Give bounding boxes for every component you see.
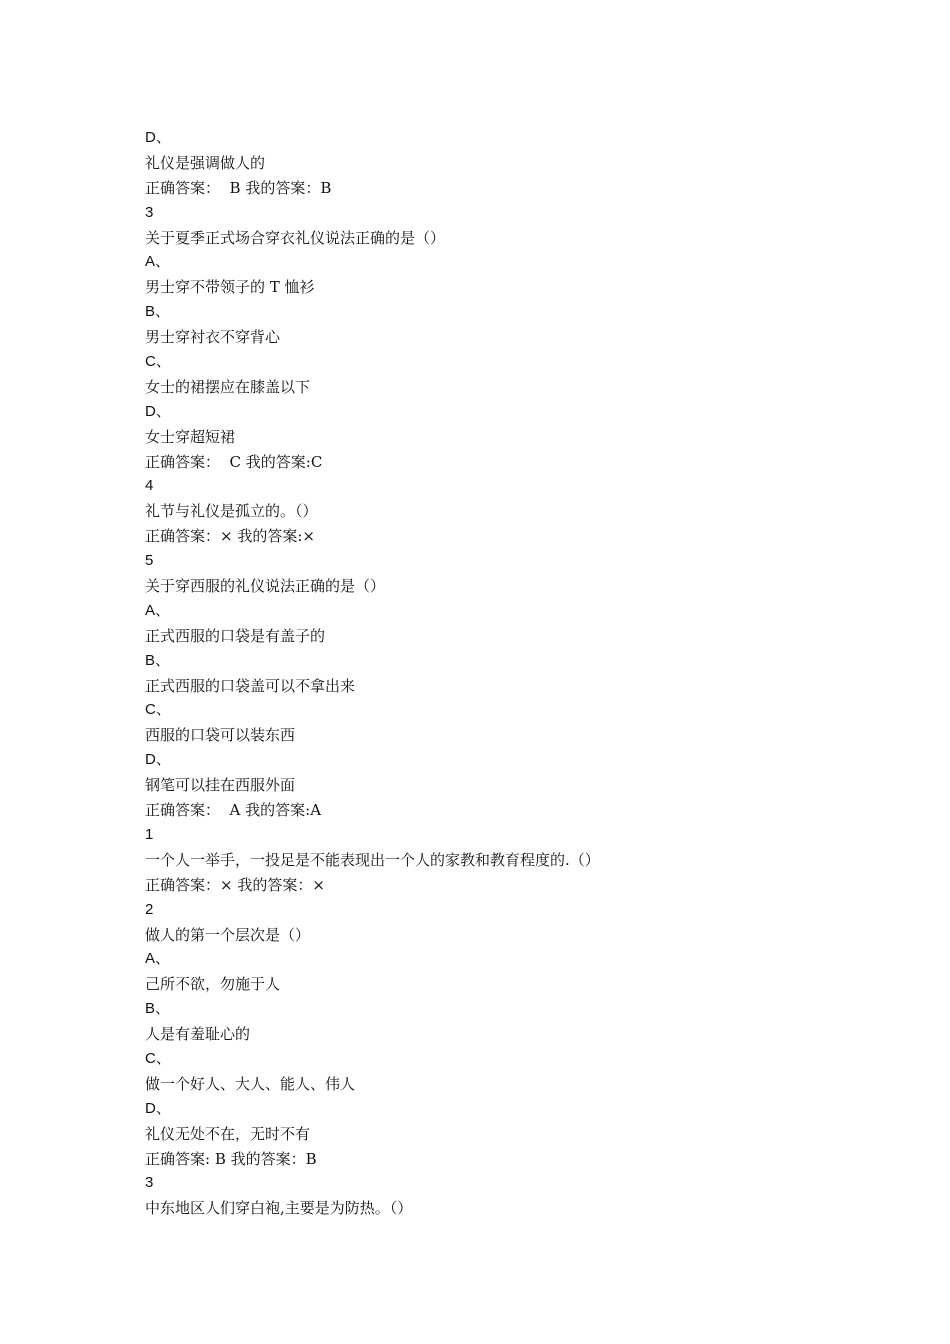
text-line: 3 — [145, 203, 154, 221]
text-line: 正式西服的口袋盖可以不拿出来 — [145, 676, 356, 695]
text-line: 关于夏季正式场合穿衣礼仪说法正确的是（） — [145, 228, 446, 247]
text-line: 正确答案：× 我的答案:× — [145, 527, 315, 546]
text-line: A、 — [145, 253, 171, 271]
text-line: 正确答案：× 我的答案：× — [145, 875, 325, 894]
text-line: A、 — [145, 601, 171, 619]
text-line: C、 — [145, 353, 171, 371]
text-line: 钢笔可以挂在西服外面 — [145, 776, 296, 795]
text-line: C、 — [145, 1049, 171, 1067]
text-line: 3 — [145, 1174, 154, 1192]
text-line: 男士穿衬衣不穿背心 — [145, 328, 281, 347]
text-line: 1 — [145, 825, 154, 843]
text-line: 礼仪无处不在，无时不有 — [145, 1124, 311, 1143]
text-line: 4 — [145, 477, 154, 495]
text-line: B、 — [145, 303, 171, 321]
text-line: A、 — [145, 950, 171, 968]
text-line: 礼仪是强调做人的 — [145, 153, 266, 172]
text-line: D、 — [145, 402, 171, 420]
text-line: 中东地区人们穿白袍,主要是为防热。（） — [145, 1199, 413, 1218]
text-line: 做人的第一个层次是（） — [145, 925, 311, 944]
text-line: B、 — [145, 1000, 171, 1018]
text-line: D、 — [145, 1099, 171, 1117]
text-line: 正式西服的口袋是有盖子的 — [145, 626, 326, 645]
text-line: 西服的口袋可以装东西 — [145, 726, 296, 745]
text-line: 正确答案： B 我的答案：B — [145, 178, 332, 197]
text-line: 正确答案: B 我的答案：B — [145, 1149, 317, 1168]
text-line: 女士的裙摆应在膝盖以下 — [145, 377, 311, 396]
text-line: D、 — [145, 129, 171, 146]
text-line: 5 — [145, 552, 154, 570]
document-body — [145, 126, 905, 1221]
text-line: 人是有羞耻心的 — [145, 1025, 251, 1044]
text-line: 正确答案： C 我的答案:C — [145, 452, 323, 471]
text-line: 礼节与礼仪是孤立的。（） — [145, 502, 318, 521]
text-line: 己所不欲，勿施于人 — [145, 975, 281, 994]
text-line: 做一个好人、大人、能人、伟人 — [145, 1074, 356, 1093]
text-line: 正确答案： A 我的答案:A — [145, 801, 322, 820]
text-line: D、 — [145, 751, 171, 769]
text-line: 一个人一举手，一投足是不能表现出一个人的家教和教育程度的.（） — [145, 850, 600, 869]
text-line: 男士穿不带领子的 T 恤衫 — [145, 278, 315, 297]
text-line: B、 — [145, 651, 171, 669]
text-line: 女士穿超短裙 — [145, 427, 236, 446]
text-line: 关于穿西服的礼仪说法正确的是（） — [145, 577, 386, 596]
text-line: 2 — [145, 900, 154, 918]
text-line: C、 — [145, 701, 171, 719]
